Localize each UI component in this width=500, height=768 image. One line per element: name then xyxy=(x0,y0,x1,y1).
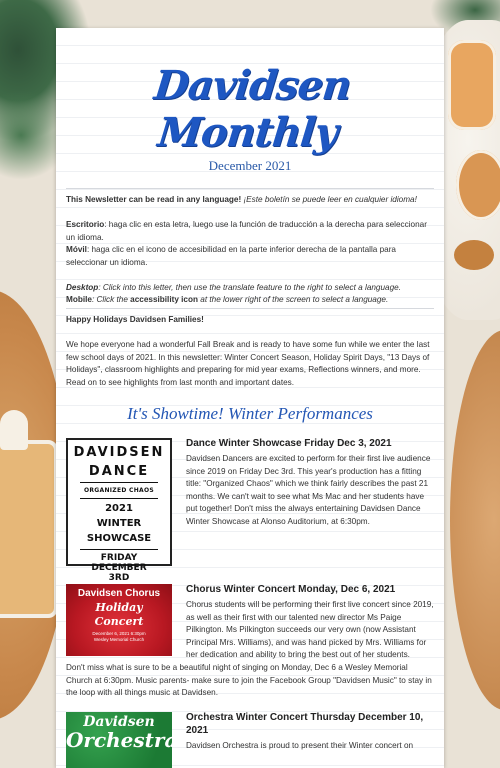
poster-text: Davidsen xyxy=(83,714,155,730)
gingerbread-cookie-image xyxy=(456,150,500,220)
intro-bold: This Newsletter can be read in any language! xyxy=(66,195,242,204)
movil-label: Móvil xyxy=(66,245,87,254)
intro-spanish: ¡Este boletín se puede leer en cualquier idioma! xyxy=(241,195,417,204)
poster-text: Orchestra xyxy=(66,728,178,752)
event-title-orchestra: Orchestra Winter Concert Thursday December 10, 2021 xyxy=(186,712,424,736)
newsletter-title: Davidsen Monthly xyxy=(151,62,353,156)
language-notice xyxy=(66,194,434,307)
poster-text: Holiday xyxy=(95,601,143,614)
desktop-label: Desktop xyxy=(66,282,99,292)
cutting-board-image xyxy=(450,330,500,710)
cookie-image xyxy=(0,440,58,618)
intro-paragraph: We hope everyone had a wonderful Fall Break and is ready to have some fun while we enter the last few school days of 2021. In this newsletter: Winter Concert Season, Holiday Spirit Days, "13 Days of Holidays", classroom highlights and preparing for mid year exams, Reflections winners, and more. Read on to see highlights from last month and important dates. xyxy=(66,340,430,387)
event-title-chorus: Chorus Winter Concert Monday, Dec 6, 2021 xyxy=(186,584,396,595)
poster-text: WINTER xyxy=(96,518,142,529)
gingerbread-cookie-image xyxy=(454,240,494,270)
gingerbread-cookie-image xyxy=(448,40,496,130)
poster-text: December 6, 2021 6:30pm xyxy=(92,631,146,636)
mobile-text-2: at the lower right of the screen to select a language. xyxy=(197,295,389,304)
event-text-chorus: Chorus students will be performing their first live concert since 2019, as well as their first with our talented new director Ms Paige Pilkington. Ms Pilkington succeeds our very own (now Assistant Principal Mrs. Williams), and was hand picked by Mrs. Williams for her dedication and ability to bring the best out of her students. xyxy=(186,600,434,659)
orchestra-poster-image xyxy=(66,712,178,768)
chorus-poster-image xyxy=(66,584,172,656)
poster-date xyxy=(80,549,158,583)
event-text-dance: Davidsen Dancers are excited to perform for their first live audience since 2019 on Friday Dec 3rd. This year's production has a fitting title: "Organized Chaos" which we think fairly describes the past 21 months. We can't wait to see what Ms Mac and her students have put together! Don't miss the always entertaining Davidsen Dance Winter Showcase at Alonso Auditorium, at 6:30pm. xyxy=(186,454,431,526)
poster-divider xyxy=(80,482,158,483)
mobile-text-1: : Click the xyxy=(91,295,131,304)
mobile-label: Mobile xyxy=(66,295,92,304)
poster-text: DAVIDSEN xyxy=(73,445,165,460)
event-text-orchestra: Davidsen Orchestra is proud to present their Winter concert on xyxy=(186,741,414,750)
mobile-text-bold: accessibility icon xyxy=(130,295,198,304)
poster-text: DECEMBER 3RD xyxy=(91,563,147,583)
greeting: Happy Holidays Davidsen Families! xyxy=(66,315,204,324)
poster-text: ORGANIZED CHAOS xyxy=(83,487,155,494)
poster-text: 2021 xyxy=(105,503,133,514)
escritorio-label: Escritorio xyxy=(66,220,105,229)
cookie-image xyxy=(0,410,28,450)
desktop-text: : Click into this letter, then use the translate feature to the right to select a language. xyxy=(98,282,401,292)
event-text-chorus-wide: Don't miss what is sure to be a beautiful night of singing on Monday, Dec 6 a Wesley Memorial Church at 6:30pm. Music parents- make sure to join the Facebook Group "Davidsen Music" to stay in the loop with all things music at Davidsen. xyxy=(66,663,432,697)
divider xyxy=(66,308,434,309)
dance-poster-image xyxy=(66,438,172,583)
poster-text: Wesley Memorial Church xyxy=(93,637,145,642)
poster-text: DANCE xyxy=(88,464,150,479)
divider xyxy=(66,188,434,189)
section-heading: It's Showtime! Winter Performances xyxy=(127,404,373,423)
movil-text: : haga clic en el icono de accesibilidad en la parte inferior derecha de la pantalla para seleccionar un idioma. xyxy=(66,245,396,267)
escritorio-text: : haga clic en esta letra, luego use la función de traducción a la derecha para seleccionar un idioma. xyxy=(66,220,427,242)
newsletter-date: December 2021 xyxy=(208,158,292,173)
event-title-dance: Dance Winter Showcase Friday Dec 3, 2021 xyxy=(186,438,392,449)
poster-text: Davidsen Chorus xyxy=(77,588,161,599)
poster-divider xyxy=(80,498,158,499)
newsletter-card xyxy=(56,28,444,768)
poster-text: Concert xyxy=(94,615,144,628)
poster-text: SHOWCASE xyxy=(86,533,152,544)
masthead xyxy=(66,62,434,156)
greeting-block xyxy=(66,314,434,389)
poster-text: FRIDAY xyxy=(100,553,138,563)
